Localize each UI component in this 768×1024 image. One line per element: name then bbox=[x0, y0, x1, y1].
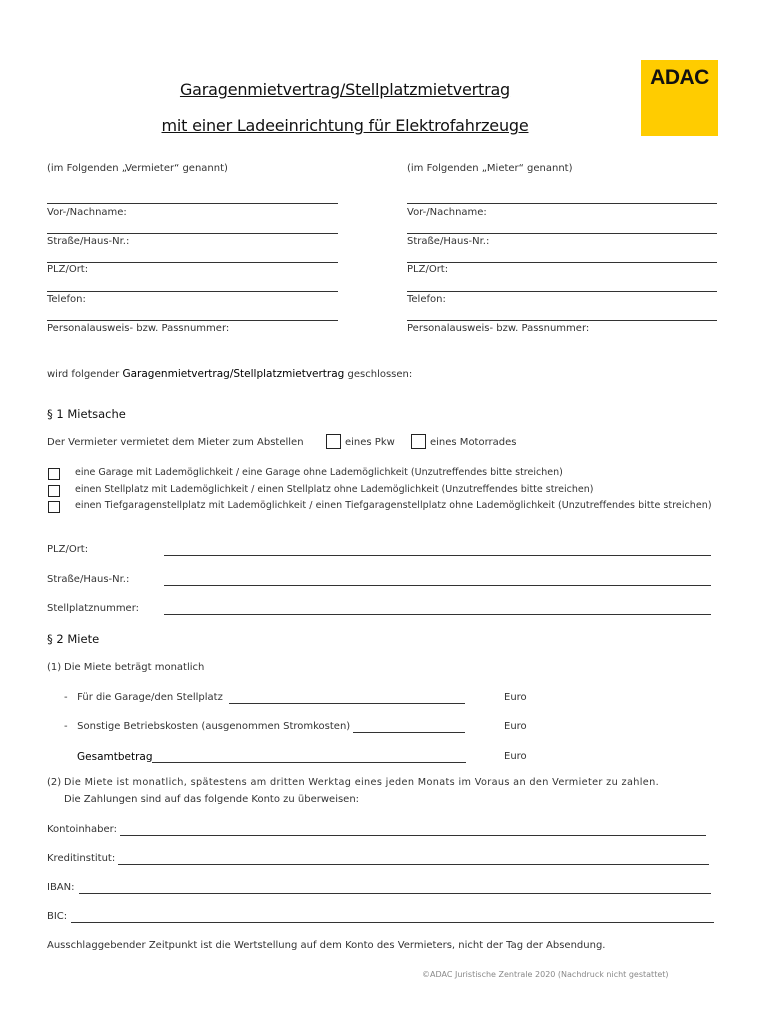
garage-rent-line[interactable] bbox=[229, 703, 465, 704]
betriebskosten-label: - Sonstige Betriebskosten (ausgenommen Stromkosten) bbox=[64, 721, 351, 732]
intro-sentence bbox=[47, 368, 412, 380]
vermieter-heading: (im Folgenden „Vermieter“ genannt) bbox=[47, 163, 228, 174]
kreditinstitut-line[interactable] bbox=[118, 864, 709, 865]
betriebskosten-currency: Euro bbox=[504, 721, 527, 732]
copyright-footer: ©ADAC Juristische Zentrale 2020 (Nachdruck nicht gestattet) bbox=[422, 970, 669, 979]
pkw-checkbox[interactable] bbox=[326, 434, 341, 449]
p2-text-line1: Die Miete ist monatlich, spätestens am dritten Werktag eines jeden Monats im Voraus an den Vermieter zu zahlen. bbox=[64, 777, 660, 788]
stellplatznummer-line[interactable] bbox=[164, 614, 711, 615]
vermieter-id-label: Personalausweis- bzw. Passnummer: bbox=[47, 323, 230, 334]
garage-option-checkbox[interactable] bbox=[48, 468, 60, 480]
p1-label: (1) bbox=[47, 662, 62, 673]
mieter-id-line[interactable] bbox=[407, 320, 717, 321]
garage-rent-label: - Für die Garage/den Stellplatz bbox=[64, 692, 223, 703]
betriebskosten-line[interactable] bbox=[353, 732, 465, 733]
vermieter-plz-line[interactable] bbox=[47, 262, 338, 263]
vermieter-phone-line[interactable] bbox=[47, 291, 338, 292]
p1-text: Die Miete beträgt monatlich bbox=[64, 662, 205, 673]
section2-heading: § 2 Miete bbox=[47, 632, 100, 646]
mieter-name-label: Vor-/Nachname: bbox=[407, 207, 487, 218]
closing-sentence: Ausschlaggebender Zeitpunkt ist die Wertstellung auf dem Konto des Vermieters, nicht der Tag der Absendung. bbox=[47, 940, 606, 951]
mieter-heading: (im Folgenden „Mieter“ genannt) bbox=[407, 163, 573, 174]
vermieter-name-line[interactable] bbox=[47, 203, 338, 204]
garage-option-label: eine Garage mit Lademöglichkeit / eine Garage ohne Lademöglichkeit (Unzutreffendes bitte streichen) bbox=[75, 467, 563, 478]
p2-text-line2: Die Zahlungen sind auf das folgende Konto zu überweisen: bbox=[64, 794, 360, 805]
mieter-name-line[interactable] bbox=[407, 203, 717, 204]
intro-contract-name: Garagenmietvertrag/Stellplatzmietvertrag bbox=[122, 368, 345, 380]
mietsache-street-label: Straße/Haus-Nr.: bbox=[47, 574, 130, 585]
vermieter-phone-label: Telefon: bbox=[47, 294, 86, 305]
iban-line[interactable] bbox=[79, 893, 711, 894]
mietsache-plz-line[interactable] bbox=[164, 555, 711, 556]
vermieter-street-label: Straße/Haus-Nr.: bbox=[47, 236, 130, 247]
vermieter-plz-label: PLZ/Ort: bbox=[47, 264, 89, 275]
vermieter-id-line[interactable] bbox=[47, 320, 338, 321]
garage-rent-currency: Euro bbox=[504, 692, 527, 703]
mieter-street-label: Straße/Haus-Nr.: bbox=[407, 236, 490, 247]
kontoinhaber-label: Kontoinhaber: bbox=[47, 824, 117, 835]
vermieter-street-line[interactable] bbox=[47, 233, 338, 234]
p2-label: (2) bbox=[47, 777, 62, 788]
gesamtbetrag-currency: Euro bbox=[504, 751, 527, 762]
intro-prefix: wird folgender bbox=[47, 369, 120, 380]
gesamtbetrag-line[interactable] bbox=[152, 762, 466, 763]
adac-logo-text: ADAC bbox=[650, 66, 709, 89]
tiefgarage-option-checkbox[interactable] bbox=[48, 501, 60, 513]
mieter-plz-line[interactable] bbox=[407, 262, 717, 263]
bic-line[interactable] bbox=[71, 922, 714, 923]
vermietet-text: Der Vermieter vermietet dem Mieter zum Abstellen bbox=[47, 437, 304, 448]
motorrad-checkbox[interactable] bbox=[411, 434, 426, 449]
adac-logo bbox=[641, 60, 718, 136]
tiefgarage-option-label: einen Tiefgaragenstellplatz mit Lademöglichkeit / einen Tiefgaragenstellplatz ohne Lademöglichkeit (Unzutreffendes bitte streichen) bbox=[75, 500, 712, 511]
stellplatz-option-checkbox[interactable] bbox=[48, 485, 60, 497]
mietsache-street-line[interactable] bbox=[164, 585, 711, 586]
mieter-phone-line[interactable] bbox=[407, 291, 717, 292]
mieter-street-line[interactable] bbox=[407, 233, 717, 234]
document-title-line2: mit einer Ladeeinrichtung für Elektrofahrzeuge bbox=[161, 116, 529, 135]
bic-label: BIC: bbox=[47, 911, 68, 922]
section1-heading: § 1 Mietsache bbox=[47, 407, 126, 421]
mieter-phone-label: Telefon: bbox=[407, 294, 446, 305]
stellplatznummer-label: Stellplatznummer: bbox=[47, 603, 140, 614]
stellplatz-option-label: einen Stellplatz mit Lademöglichkeit / einen Stellplatz ohne Lademöglichkeit (Unzutreffendes bitte streichen) bbox=[75, 484, 594, 495]
gesamtbetrag-label: Gesamtbetrag bbox=[77, 751, 153, 763]
mietsache-plz-label: PLZ/Ort: bbox=[47, 544, 89, 555]
pkw-label: eines Pkw bbox=[345, 437, 395, 448]
kontoinhaber-line[interactable] bbox=[120, 835, 706, 836]
document-title-line1: Garagenmietvertrag/Stellplatzmietvertrag bbox=[179, 80, 511, 99]
kreditinstitut-label: Kreditinstitut: bbox=[47, 853, 116, 864]
mieter-plz-label: PLZ/Ort: bbox=[407, 264, 449, 275]
motorrad-label: eines Motorrades bbox=[430, 437, 517, 448]
intro-suffix: geschlossen: bbox=[347, 369, 413, 380]
iban-label: IBAN: bbox=[47, 882, 75, 893]
vermieter-name-label: Vor-/Nachname: bbox=[47, 207, 127, 218]
mieter-id-label: Personalausweis- bzw. Passnummer: bbox=[407, 323, 590, 334]
